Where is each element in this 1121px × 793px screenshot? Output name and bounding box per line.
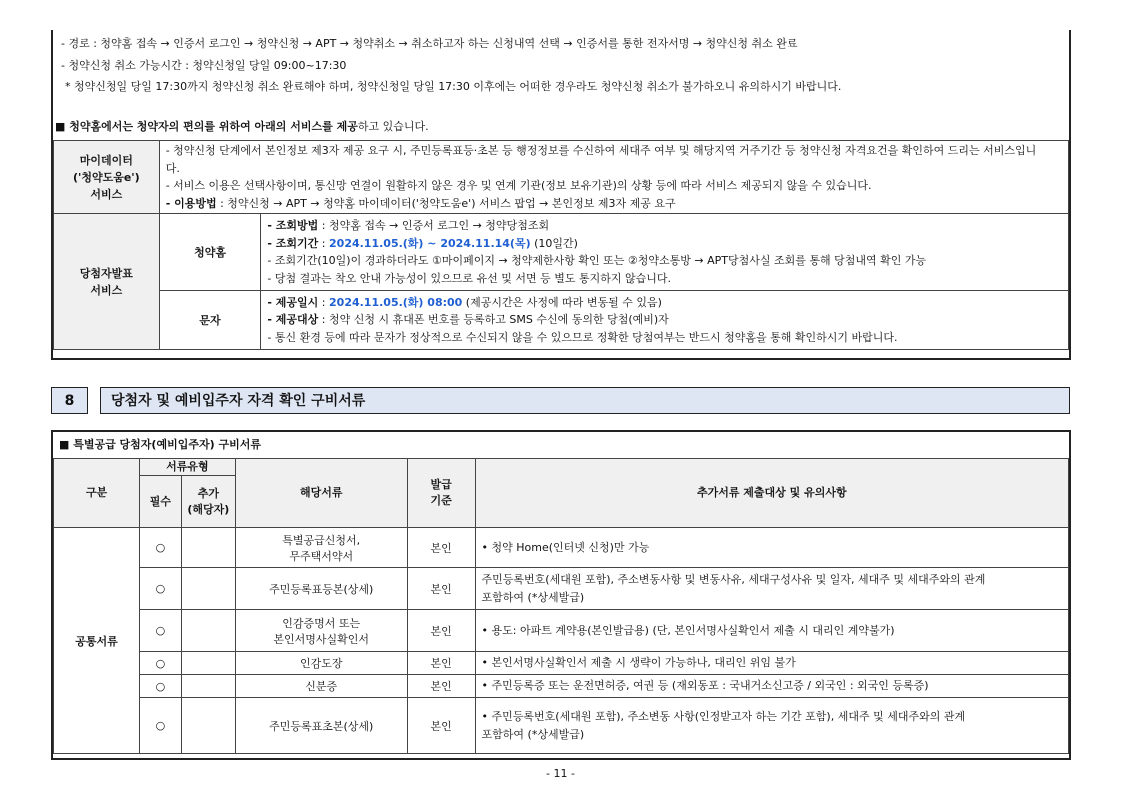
group-common-docs: 공통서류 <box>54 528 140 754</box>
winner-sms-row <box>54 291 1069 350</box>
web-line3: - 조회기간(10일)이 경과하더라도 ①마이페이지 → 청약제한사항 확인 또는 ②청약소통방 → APT당첨사실 조회를 통해 당첨내역 확인 가능 <box>267 254 927 267</box>
note-l1: • 본인서명사실확인서 제출 시 생략이 가능하나, 대리인 위임 불가 <box>481 656 796 669</box>
sms-target-label: - 제공대상 <box>267 313 319 327</box>
header-extra <box>181 476 235 528</box>
document-note <box>475 675 1068 698</box>
cancel-route-line: - 경로 : 청약홈 접속 → 인증서 로그인 → 청약신청 → APT → 청약취소 → 취소하고자 하는 신청내역 선택 → 인증서를 통한 전자서명 → 청약신청 취소 완료 <box>61 37 798 50</box>
required-mark: ○ <box>139 698 181 754</box>
mydata-line1: - 청약신청 단계에서 본인정보 제3자 제공 요구 시, 주민등록표등·초본 등 행정정보를 수신하여 세대주 여부 및 해당지역 거주기간 등 청약신청 자격요건을 확인하여 드리는 서비스입니다. <box>165 144 1037 175</box>
note-l2: 포함하여 (*상세발급) <box>481 727 585 741</box>
document-name-l1: 인감도장 <box>299 657 343 670</box>
web-method-line <box>267 217 1062 235</box>
winner-web-content <box>261 214 1069 291</box>
issue-basis: 본인 <box>407 652 475 675</box>
web-method-label: - 조회방법 <box>267 219 319 232</box>
issue-basis: 본인 <box>407 698 475 754</box>
sms-date-line <box>267 294 1062 312</box>
header-extra-l1: 추가 <box>197 486 219 500</box>
document-box <box>51 430 1071 760</box>
web-period-dates: 2024.11.05.(화) ~ 2024.11.14(목) <box>329 236 531 250</box>
document-name-l1: 주민등록표등본(상세) <box>269 582 374 596</box>
required-mark: ○ <box>139 675 181 698</box>
sms-date-sep: : <box>318 295 330 309</box>
mydata-row <box>54 141 1069 214</box>
mydata-content <box>159 141 1068 214</box>
service-heading-rest: 하고 있습니다. <box>357 120 429 133</box>
mydata-label <box>54 141 160 214</box>
document-name <box>235 675 407 698</box>
header-extra-l2: (해당자) <box>187 502 230 516</box>
document-note <box>475 610 1068 652</box>
mydata-method-label: - 이용방법 <box>165 196 217 210</box>
header-doc-type: 서류유형 <box>139 459 235 476</box>
winner-label-l1: 당첨자발표 <box>79 266 133 280</box>
mydata-line3 <box>166 195 1062 213</box>
table-row <box>54 698 1069 754</box>
section-title: 당첨자 및 예비입주자 자격 확인 구비서류 <box>100 387 1070 414</box>
document-note <box>475 528 1068 568</box>
sms-line3: - 통신 환경 등에 따라 문자가 정상적으로 수신되지 않을 수 있으므로 정확한 당첨여부는 반드시 청약홈을 통해 확인하시기 바랍니다. <box>267 330 898 344</box>
document-name-l1: 인감증명서 또는 <box>282 616 361 630</box>
header-required: 필수 <box>139 476 181 528</box>
note-l1: • 주민등록증 또는 운전면허증, 여권 등 (재외동포 : 국내거소신고증 / 외국인 : 외국인 등록증) <box>481 679 929 692</box>
document-note <box>475 698 1068 754</box>
sms-target-line <box>267 311 1062 329</box>
web-period-line <box>267 235 1062 253</box>
extra-mark <box>181 675 235 698</box>
required-mark: ○ <box>139 528 181 568</box>
extra-mark <box>181 610 235 652</box>
note-l1: 주민등록번호(세대원 포함), 주소변동사항 및 변동사유, 세대구성사유 및 일자, 세대주 및 세대주와의 관계 <box>481 572 986 586</box>
header-issue-l1: 발급 <box>430 478 452 491</box>
header-issue <box>407 459 475 528</box>
mydata-label-l2: ('청약도움e') <box>72 170 140 184</box>
issue-basis: 본인 <box>407 675 475 698</box>
document-name-l1: 주민등록표초본(상세) <box>269 719 374 733</box>
document-name <box>235 528 407 568</box>
document-name-l2: 무주택서약서 <box>289 549 354 563</box>
web-period-sep: : <box>318 236 330 250</box>
document-name-l1: 특별공급신청서, <box>282 533 361 547</box>
note-l1: • 청약 Home(인터넷 신청)만 가능 <box>481 540 650 554</box>
extra-mark <box>181 698 235 754</box>
header-category: 구분 <box>54 459 140 528</box>
mydata-line2: - 서비스 이용은 선택사항이며, 통신망 연결이 원활하지 않은 경우 및 연계 기관(정보 보유기관)의 상황 등에 따라 서비스 제공되지 않을 수 있습니다. <box>165 179 872 192</box>
cancel-time-line: - 청약신청 취소 가능시간 : 청약신청일 당일 09:00~17:30 <box>61 59 347 72</box>
header-notes: 추가서류 제출대상 및 유의사항 <box>475 459 1068 528</box>
issue-basis: 본인 <box>407 610 475 652</box>
service-table <box>53 140 1069 350</box>
cancel-notice-line: * 청약신청일 당일 17:30까지 청약신청 취소 완료해야 하며, 청약신청일 당일 17:30 이후에는 어떠한 경우라도 청약신청 취소가 불가하오니 유의하시기 바랍니다. <box>65 80 842 93</box>
issue-basis: 본인 <box>407 528 475 568</box>
sms-date-value: 2024.11.05.(화) 08:00 <box>329 295 463 309</box>
sms-date-label: - 제공일시 <box>267 295 319 309</box>
document-table <box>53 458 1069 754</box>
document-note <box>475 652 1068 675</box>
extra-mark <box>181 568 235 610</box>
table-row <box>54 675 1069 698</box>
web-method-text: : 청약홈 접속 → 인증서 로그인 → 청약당첨조회 <box>318 219 550 232</box>
document-name <box>235 652 407 675</box>
extra-mark <box>181 528 235 568</box>
winner-service-label <box>54 214 160 350</box>
document-table-caption: ■ 특별공급 당첨자(예비입주자) 구비서류 <box>59 438 261 451</box>
document-name-l2: 본인서명사실확인서 <box>273 632 370 646</box>
mydata-label-l1: 마이데이터 <box>79 153 133 167</box>
web-period-tail: (10일간) <box>530 236 578 250</box>
winner-sms-label: 문자 <box>159 291 261 350</box>
web-line4: - 당첨 결과는 착오 안내 가능성이 있으므로 유선 및 서면 등 별도 통지하지 않습니다. <box>267 271 671 285</box>
required-mark: ○ <box>139 610 181 652</box>
section-number: 8 <box>51 387 88 414</box>
sms-target-text: : 청약 신청 시 휴대폰 번호를 등록하고 SMS 수신에 동의한 당첨(예비)자 <box>318 313 669 327</box>
table-row <box>54 528 1069 568</box>
header-row-1 <box>54 459 1069 476</box>
mydata-method-text: : 청약신청 → APT → 청약홈 마이데이터('청약도움e') 서비스 팝업 → 본인정보 제3자 제공 요구 <box>216 196 676 210</box>
web-period-label: - 조회기간 <box>267 236 319 250</box>
extra-mark <box>181 652 235 675</box>
page-number: - 11 - <box>546 767 575 780</box>
document-name <box>235 610 407 652</box>
winner-web-row <box>54 214 1069 291</box>
required-mark: ○ <box>139 568 181 610</box>
document-note <box>475 568 1068 610</box>
note-l1: • 주민등록번호(세대원 포함), 주소변동 사항(인정받고자 하는 기간 포함), 세대주 및 세대주와의 관계 <box>481 709 966 723</box>
issue-basis: 본인 <box>407 568 475 610</box>
winner-web-label: 청약홈 <box>159 214 261 291</box>
winner-label-l2: 서비스 <box>90 283 123 297</box>
required-mark: ○ <box>139 652 181 675</box>
document-name <box>235 568 407 610</box>
document-name-l1: 신분증 <box>305 680 338 693</box>
winner-sms-content <box>261 291 1069 350</box>
service-heading-bold: ■ 청약홈에서는 청약자의 편의를 위하여 아래의 서비스를 제공 <box>55 120 358 133</box>
table-row <box>54 652 1069 675</box>
service-heading <box>55 118 429 134</box>
note-l2: 포함하여 (*상세발급) <box>481 590 585 604</box>
header-document: 해당서류 <box>235 459 407 528</box>
application-cancel-box <box>51 30 1071 360</box>
document-name <box>235 698 407 754</box>
table-row <box>54 610 1069 652</box>
table-row <box>54 568 1069 610</box>
sms-date-tail: (제공시간은 사정에 따라 변동될 수 있음) <box>462 295 662 309</box>
header-issue-l2: 기준 <box>430 494 452 507</box>
note-l1: • 용도: 아파트 계약용(본인발급용) (단, 본인서명사실확인서 제출 시 대리인 계약불가) <box>481 623 895 637</box>
mydata-label-l3: 서비스 <box>90 187 123 201</box>
